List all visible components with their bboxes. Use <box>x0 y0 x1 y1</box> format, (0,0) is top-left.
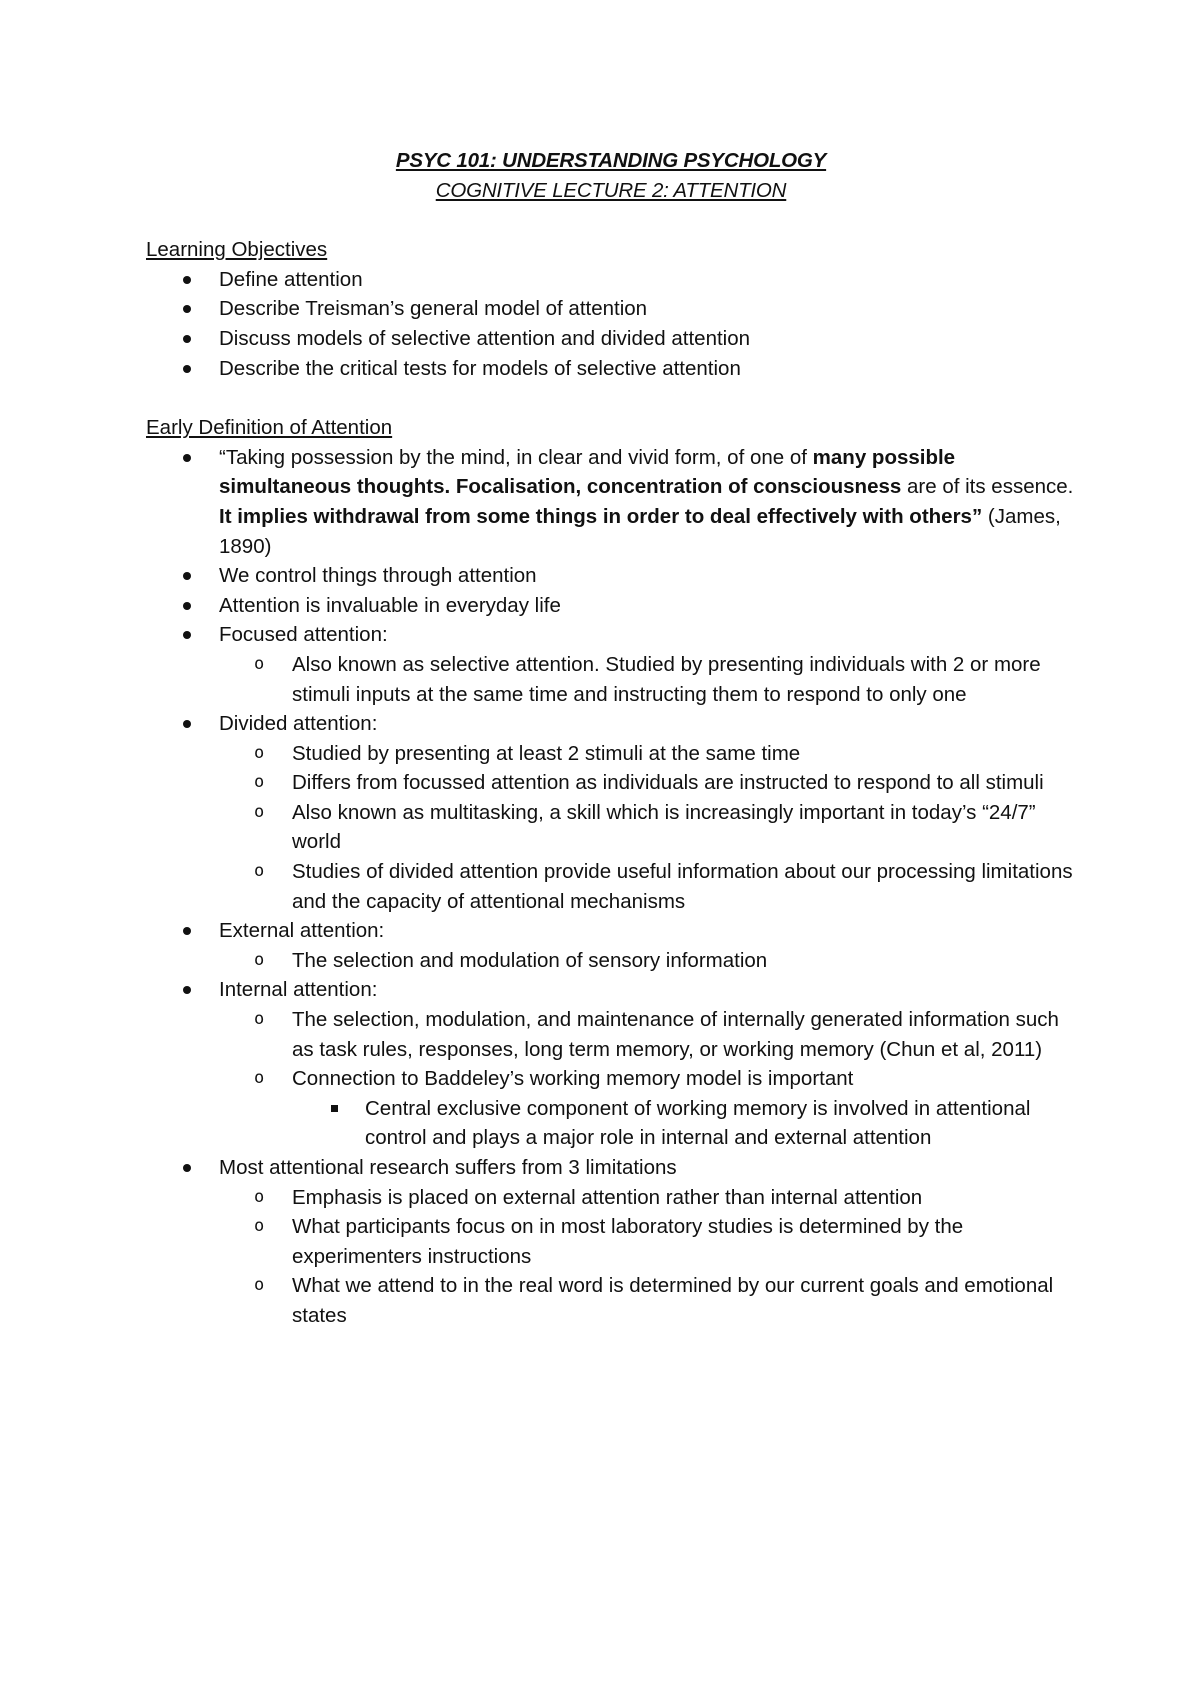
list-item-label: Most attentional research suffers from 3 limitations <box>219 1156 677 1179</box>
list-item: Discuss models of selective attention and divided attention <box>146 324 1076 354</box>
focused-attention-sublist <box>219 650 1076 709</box>
quote-bold-text: It implies withdrawal from some things in order to deal effectively with others” <box>219 504 983 528</box>
quote-citation: (James, 1890) <box>219 504 1061 558</box>
sublist-item: o Differs from focussed attention as individuals are instructed to respond to all stimuli <box>219 768 1076 798</box>
limitations-item <box>146 1153 1076 1331</box>
quote-text: are of its essence. <box>901 475 1074 499</box>
sublist-item: o Emphasis is placed on external attention rather than internal attention <box>219 1183 1076 1213</box>
list-item-label: Internal attention: <box>219 978 378 1002</box>
sublist-item: o Also known as selective attention. Studied by presenting individuals with 2 or more stimuli inputs at the same time and instructing them to respond to only one <box>219 650 1076 709</box>
sublist-item: o Also known as multitasking, a skill which is increasingly important in today’s “24/7” world <box>219 798 1076 857</box>
list-item-label: Focused attention: <box>219 623 388 647</box>
list-item-label: Divided attention: <box>219 712 378 736</box>
sublist-item: o The selection, modulation, and maintenance of internally generated information such as task rules, responses, long term memory, or working memory (Chun et al, 2011) <box>219 1005 1076 1064</box>
early-definition-list <box>146 443 1076 1331</box>
baddeley-sublist <box>292 1094 1076 1153</box>
external-attention-sublist <box>219 946 1076 976</box>
list-item: Describe Treisman’s general model of attention <box>146 294 1076 324</box>
sublist-item: o What participants focus on in most laboratory studies is determined by the experimenters instructions <box>219 1212 1076 1271</box>
internal-attention-sublist <box>219 1005 1076 1153</box>
divided-attention-sublist <box>219 739 1076 917</box>
list-item: We control things through attention <box>146 561 1076 591</box>
focused-attention-item <box>146 620 1076 709</box>
sublist-item: o Studies of divided attention provide useful information about our processing limitations and the capacity of attentional mechanisms <box>219 857 1076 916</box>
page-title: PSYC 101: UNDERSTANDING PSYCHOLOGY <box>395 149 827 172</box>
section-heading-early-definition: Early Definition of Attention <box>146 416 393 440</box>
divided-attention-item <box>146 709 1076 916</box>
james-quote-item <box>146 443 1076 561</box>
document-content <box>146 146 1076 1331</box>
external-attention-item <box>146 916 1076 975</box>
quote-bold-text: many possible simultaneous thoughts. Focalisation, concentration of consciousness <box>219 445 956 499</box>
spacer <box>146 383 1076 413</box>
list-item: Attention is invaluable in everyday life <box>146 591 1076 621</box>
section-heading-learning-objectives: Learning Objectives <box>146 238 328 262</box>
sublist-item: o What we attend to in the real word is determined by our current goals and emotional states <box>219 1271 1076 1330</box>
list-item: Define attention <box>146 265 1076 295</box>
learning-objectives-list <box>146 265 1076 383</box>
internal-attention-item <box>146 975 1076 1153</box>
sublist-item-baddeley <box>219 1064 1076 1153</box>
spacer <box>146 205 1076 235</box>
sublist-item: o Studied by presenting at least 2 stimuli at the same time <box>219 739 1076 769</box>
sublist-item-label: Connection to Baddeley’s working memory model is important <box>292 1067 854 1091</box>
sublist-item: o The selection and modulation of sensory information <box>219 946 1076 976</box>
limitations-sublist <box>219 1183 1076 1331</box>
list-item: Describe the critical tests for models of selective attention <box>146 354 1076 384</box>
list-item-label: External attention: <box>219 919 385 943</box>
page-subtitle: COGNITIVE LECTURE 2: ATTENTION <box>435 178 787 202</box>
sub-sublist-item: Central exclusive component of working memory is involved in attentional control and plays a major role in internal and external attention <box>292 1094 1076 1153</box>
quote-text: “Taking possession by the mind, in clear and vivid form, of one of <box>219 445 813 469</box>
title-block <box>146 146 1076 205</box>
